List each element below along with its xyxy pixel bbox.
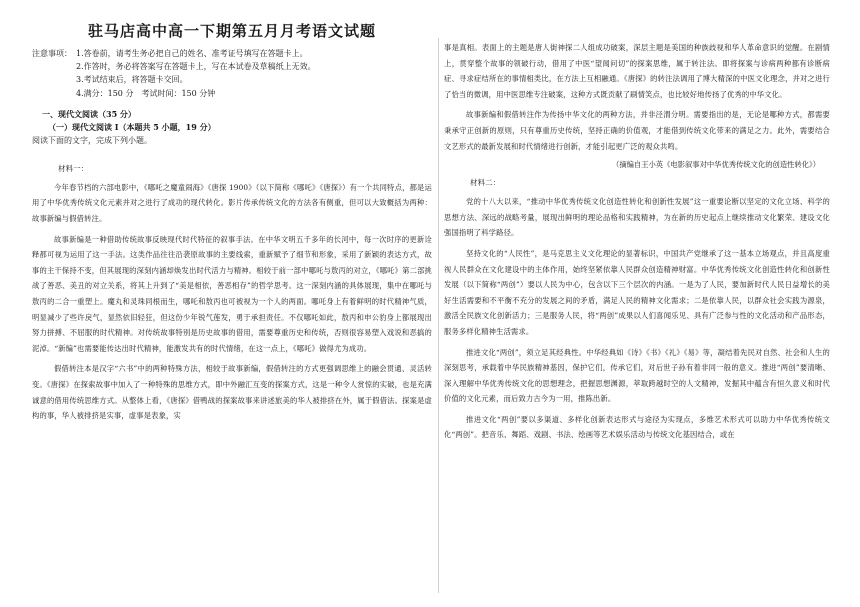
- notice-item: 1.答卷前，请考生务必把自己的姓名、准考证号填写在答题卡上。: [76, 49, 308, 58]
- notice-item: 4.满分：150 分 考试时间：150 分钟: [76, 88, 216, 98]
- passage-paragraph: 推进文化“两创”，须立足其经典性。中华经典如《诗》《书》《礼》《易》等，凝结着先民对自然、社会和人生的深刻思考，承载着中华民族精神基因，保护它们，传承它们，对后世子孙有着非同一般的意义。推进“两创”要清晰、深入理解中华优秀传统文化的思想理念，把握思想渊源，萃取跨越时空的人文精神，发掘其中蕴含有恒久意义和时代价值的文化元素，而后致力古今为一用，推陈出新。: [444, 347, 830, 404]
- notice-item: 3.考试结束后，将答题卡交回。: [76, 75, 188, 85]
- exam-title: 驻马店高中高一下期第五月月考语文试题: [87, 23, 376, 40]
- passage-paragraph: 假借转注本是汉字“六书”中的两种特殊方法，相较于故事新编，假借转注的方式更强调思维上的融会贯通、灵活转变。《唐探》在探索故事中加入了一种特殊的思维方式，即中外融汇互变的探案方式，这是一种令人赏惊的实破，也是充满诚意的借用传统思维方式。从整体上看，《唐探》借鸭战的探案故事来讲述旅美的华人被排挤在外，属于假借法。探案是虚构的事，华人被排挤是实事，虚事是表象，实: [32, 364, 432, 421]
- passage-paragraph: 推进文化“两创”要以多渠道、多样化创新表达形式与途径为实现点，多维艺术形式可以助力中华优秀传统文化“两创”。把音乐、舞蹈、戏剧、书法、绘画等艺术娱乐活动与传统文化基因结合，或在: [444, 414, 830, 440]
- notice-item: 2.作答时，务必将答案写在答题卡上，写在本试卷及草稿纸上无效。: [76, 62, 316, 72]
- material-1-label: 材料一：: [58, 163, 89, 173]
- sub-heading: （一）现代文阅读 I（本题共 5 小题，19 分）: [48, 121, 216, 132]
- passage-paragraph: 事是真相。表面上的主题是唐人街神探二人组成功破案，深层主题是美国的种族歧视和华人革命意识的觉醒。在剧情上，贯穿整个故事的领破行动，借用了中医“望闻问切”的探案思维，属于转注法。即将探案与诊病两种都有诊断病症、寻求症结所在的事情相类比，在方法上互相融通。《唐探》的转注法调用了博大精深的中医文化理念，并对之进行了恰当的微调，用中医思维专注破案，这种方式既贡献了刷情笑点，也比较好地传扬了优秀的中华文化。: [444, 43, 830, 99]
- notice-first: [32, 47, 432, 60]
- passage-paragraph: 坚持文化的“人民性”，是马克思主义文化理论的显著标识，中国共产党继承了这一基本立场观点，并且高度重视人民群众在文化建设中的主体作用，始终坚紧依靠人民群众创造精神财富。中华优秀传统文化创造性转化和创新性发展（以下简称“两创”）要以人民为中心，包含以下三个层次的内涵。一是为了人民，要加新时代人民日益增长的美好生活需要和不平衡不充分的发展之间的矛盾，满足人民的精神文化需求；二是依靠人民，以群众社会实践为源泉，激活全民族文化创新活力；三是服务人民，将“两创”成果以人们喜闻乐见、具有广泛参与性的文化活动和产品形态，服务多样化精神生活需求。: [444, 248, 830, 336]
- right-column: [444, 40, 830, 443]
- left-column: [32, 20, 432, 424]
- material-2-label: 材料二：: [470, 178, 501, 188]
- passage-paragraph: 今年春节档的六部电影中，《哪吒之魔童闹海》《唐探 1900》（以下简称《哪吒》《唐探》）有一个共同特点，都是运用了中华优秀传统文化元素并对之进行了成功的现代转化。影片传承传统文化的方法各有侧重，但可以大致概括为两种：故事新编与假借转注。: [32, 182, 432, 223]
- passage-paragraph: 故事新编和假借转注作为传扬中华文化的两种方法，并非泾渭分明。需要指出的是，无论是哪种方式，都需要秉承守正创新的原则，只有尊重历史传统，坚持正确的价值观，才能借到传统文化带来的满足之力。此外，需要结合文艺形式的最新发展和时代情绪进行创新，才能引起更广泛的观众共鸣。: [444, 110, 830, 151]
- notice-label: 注意事项：: [32, 49, 72, 58]
- column-divider: [438, 38, 439, 593]
- passage-paragraph: 故事新编是一种借助传统故事反映现代时代特征的叙事手法。在中华文明五千多年的长河中，每一次时序的更新诠释都可视为运用了这一手法。这类作品往往沿袭原故事的主要线索，重新赋予了细节和形象，采用了新颖的表达方式，故事的主干保持不变，但其展现的深刻内涵却焕发出时代活力与精神。相较于前一部中哪吒与敖丙的对立，《哪吒》第二部挑战了善恶、美丑的对立关系，将其上升到了“美是相依，善恶相存”的哲学思考。这一深刻内涵的具体展现，集中在哪吒与敖丙的二合一重塑上。魔丸和灵珠同根而生，哪吒和敖丙也可被视为一个人的两面。哪吒身上有着鲜明的时代精神气质，明显减少了些许戾气，显然依旧轻狂，但这份少年锐气莲发，勇于承担责任。不仅哪吒如此，敖丙和申公豹身上都展现出努力拼搏、不屈服的时代精神。对传统故事特别是历史故事的借用，需要尊重历史和传统，否则很容易塑入戏说和恶搞的泥淖。“新编”也需要能传达出时代精神，能激发共有的时代情绪，在这一点上，《哪吒》做得尤为成功。: [32, 234, 432, 353]
- instruction: 阅读下面的文字，完成下列小题。: [32, 135, 152, 145]
- passage-paragraph: 党的十八大以来，“推动中华优秀传统文化创造性转化和创新性发展”这一重要论断以坚定的文化立场、科学的思想方法、深远的战略考量，展现出鲜明的理论品格和实践精神，为在新的历史起点上继续推动文化繁荣、建设文化强国指明了科学路径。: [444, 197, 830, 238]
- section-heading: 一、现代文阅读（35 分）: [42, 108, 136, 119]
- source-citation: （摘编自王小英《电影叙事对中华优秀传统文化的创造性转化》）: [612, 160, 820, 170]
